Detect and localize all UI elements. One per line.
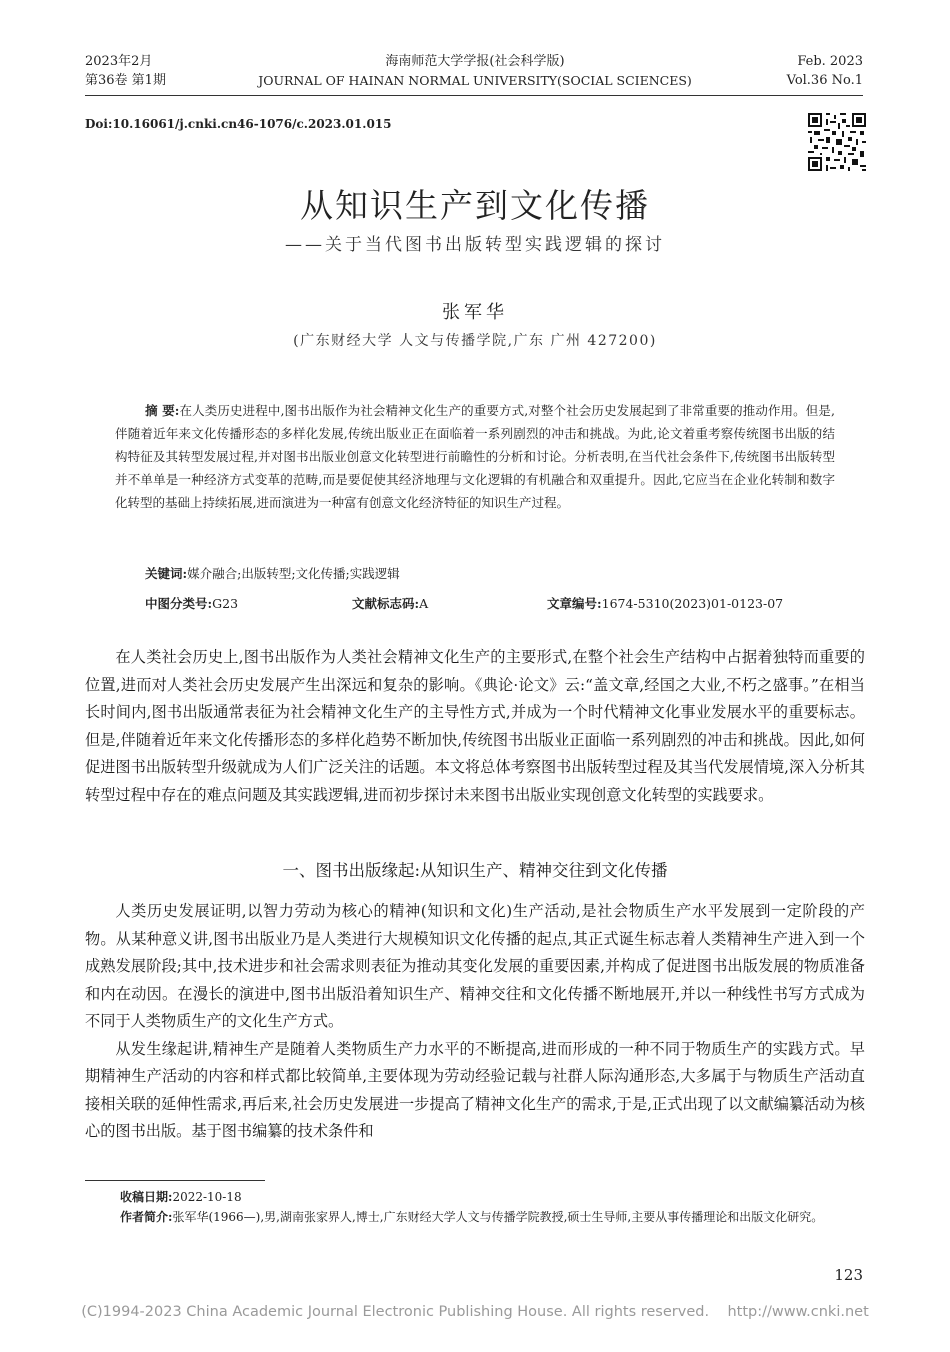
header-date-cn: 2023年2月	[85, 54, 153, 69]
abstract-label: 摘 要:	[145, 403, 180, 418]
document-code	[352, 594, 428, 612]
author-name: 张军华	[442, 302, 508, 323]
doc-code-value: A	[419, 596, 429, 611]
intro-section	[85, 644, 865, 809]
keywords-label: 关键词:	[145, 566, 188, 581]
keywords	[145, 564, 400, 582]
intro-paragraph: 在人类社会历史上,图书出版作为人类社会精神文化生产的主要形式,在整个社会生产结构中占据着独特而重要的位置,进而对人类社会历史发展产生出深远和复杂的影响。《典论·论文》云:“盖文章,经国之大业,不朽之盛事。”在相当长时间内,图书出版通常表征为社会精神文化生产的主导性方式,并成为一个时代精神文化事业发展水平的重要标志。但是,伴随着近年来文化传播形态的多样化趋势不断加快,传统图书出版业正面临一系列剧烈的冲击和挑战。因此,如何促进图书出版转型升级就成为人们广泛关注的话题。本文将总体考察图书出版转型过程及其当代发展情境,深入分析其转型过程中存在的难点问题及其实践逻辑,进而初步探讨未来图书出版业实现创意文化转型的实践要求。	[85, 648, 865, 804]
article-number-label: 文章编号:	[547, 596, 602, 611]
author-bio-label: 作者简介:	[120, 1210, 173, 1224]
abstract	[115, 399, 835, 514]
page-number: 123	[834, 1266, 863, 1284]
article-number	[547, 594, 783, 612]
clc-value: G23	[212, 596, 239, 611]
keywords-text: 媒介融合;出版转型;文化传播;实践逻辑	[187, 566, 400, 581]
footnote-rule	[85, 1180, 265, 1181]
received-label: 收稿日期:	[120, 1190, 173, 1204]
journal-name-cn: 海南师范大学学报(社会科学版)	[385, 54, 565, 69]
doi: Doi:10.16061/j.cnki.cn46-1076/c.2023.01.015	[85, 117, 392, 131]
clc-number	[145, 594, 238, 612]
header-volume-cn: 第36卷 第1期	[85, 73, 166, 88]
header-center	[240, 52, 710, 90]
header-volume-en: Vol.36 No.1	[786, 73, 863, 88]
clc-label: 中图分类号:	[145, 596, 213, 611]
section-body	[85, 898, 865, 1146]
journal-name-en: JOURNAL OF HAINAN NORMAL UNIVERSITY(SOCIAL SCIENCES)	[258, 73, 692, 88]
copyright-watermark: (C)1994-2023 China Academic Journal Electronic Publishing House. All rights reserved. http://www.cnki.net	[81, 1304, 869, 1320]
doc-code-label: 文献标志码:	[352, 596, 420, 611]
abstract-text: 在人类历史进程中,图书出版作为社会精神文化生产的重要方式,对整个社会历史发展起到了非常重要的推动作用。但是,伴随着近年来文化传播形态的多样化发展,传统出版业正在面临着一系列剧烈的冲击和挑战。为此,论文着重考察传统图书出版的结构特征及其转型发展过程,并对图书出版业创意文化转型进行前瞻性的分析和讨论。分析表明,在当代社会条件下,传统图书出版转型并不单单是一种经济方式变革的范畴,而是要促使其经济地理与文化逻辑的有机融合和双重提升。因此,它应当在企业化转制和数字化转型的基础上持续拓展,进而演进为一种富有创意文化经济特征的知识生产过程。	[115, 403, 835, 510]
body-paragraph: 人类历史发展证明,以智力劳动为核心的精神(知识和文化)生产活动,是社会物质生产水平发展到一定阶段的产物。从某种意义讲,图书出版业乃是人类进行大规模知识文化传播的起点,其正式诞生标志着人类精神生产进入到一个成熟发展阶段;其中,技术进步和社会需求则表征为推动其变化发展的重要因素,并构成了促进图书出版发展的物质准备和内在动因。在漫长的演进中,图书出版沿着知识生产、精神交往和文化传播不断地展开,并以一种线性书写方式成为不同于人类物质生产的文化生产方式。	[85, 902, 865, 1030]
body-paragraph: 从发生缘起讲,精神生产是随着人类物质生产力水平的不断提高,进而形成的一种不同于物质生产的实践方式。早期精神生产活动的内容和样式都比较简单,主要体现为劳动经验记载与社群人际沟通形态,大多属于与物质生产活动直接相关联的延伸性需求,再后来,社会历史发展进一步提高了精神文化生产的需求,于是,正式出现了以文献编纂活动为核心的图书出版。基于图书编纂的技术条件和	[85, 1039, 865, 1140]
header-date-en: Feb. 2023	[797, 54, 863, 69]
header-right	[787, 52, 863, 90]
received-date	[85, 1187, 870, 1207]
author-bio	[85, 1207, 870, 1227]
author-affiliation: (广东财经大学 人文与传播学院,广东 广州 427200)	[293, 333, 657, 349]
qr-code-icon	[808, 113, 866, 171]
article-subtitle: ——关于当代图书出版转型实践逻辑的探讨	[285, 235, 665, 255]
article-title: 从知识生产到文化传播	[300, 186, 650, 225]
author-bio-text: 张军华(1966—),男,湖南张家界人,博士,广东财经大学人文与传播学院教授,硕士生导师,主要从事传播理论和出版文化研究。	[172, 1210, 824, 1224]
header-left	[85, 52, 166, 90]
header-rule	[85, 95, 863, 96]
received-value: 2022-10-18	[172, 1190, 242, 1204]
section-heading: 一、图书出版缘起:从知识生产、精神交往到文化传播	[282, 861, 668, 880]
article-number-value: 1674-5310(2023)01-0123-07	[601, 596, 784, 611]
